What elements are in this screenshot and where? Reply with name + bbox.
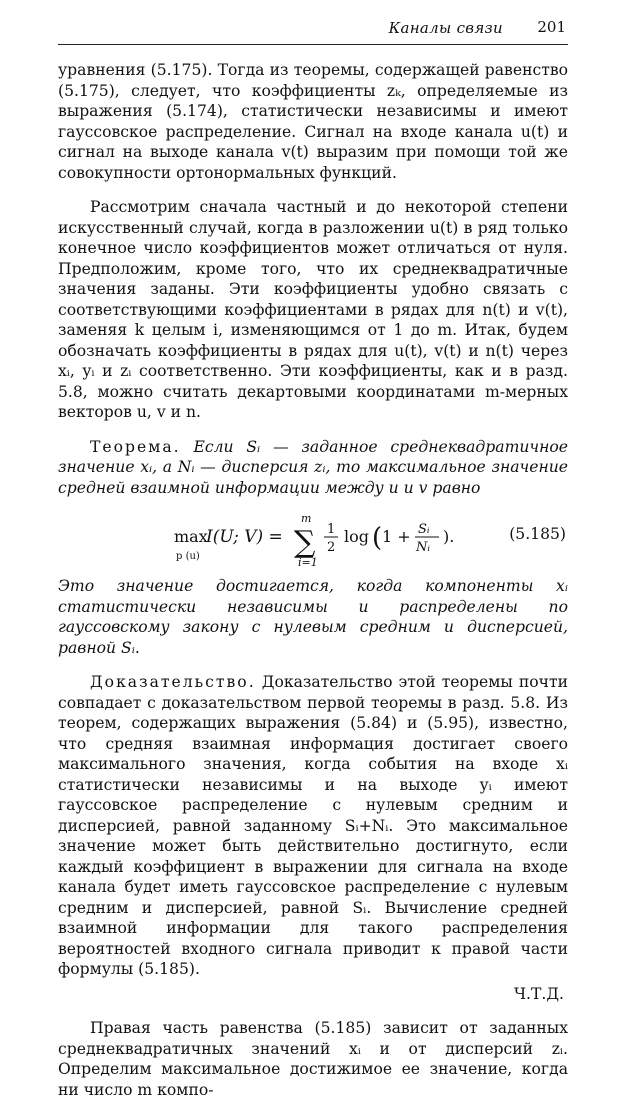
formula-graphic (58, 506, 568, 574)
running-title: Каналы связи (388, 19, 503, 37)
theorem-statement: Если Sᵢ — заданное среднеквадратичное значение xᵢ, а Nᵢ — дисперсия zᵢ, то максимальное значение средней взаимной информации между u и v равно (58, 437, 568, 497)
max-operator: max (174, 527, 208, 546)
right-paren-period: ). (443, 527, 455, 546)
theorem (58, 437, 568, 499)
paragraph-final: Правая часть равенства (5.185) зависит от заданных среднеквадратичных значений xᵢ и от дисперсий zᵢ. Определим максимальное достижимое ее значение, когда ни число m компо- (58, 1019, 568, 1099)
paragraph-special-case: Рассмотрим сначала частный и до некоторой степени искусственный случай, когда в разложении u(t) в ряд только конечное число коэффициентов может отличаться от нуля. Предположим, кроме того, что их среднеквадратичные значения заданы. Эти коэффициенты удобно связать с соответствующими коэффициентами в рядах для n(t) и v(t), заменяя k целым i, изменяющимся от 1 до m. Итак, будем обозначать коэффициенты в рядах для u(t), v(t) и n(t) через xᵢ, yᵢ и zᵢ соответственно. Эти коэффициенты, как и в разд. 5.8, можно считать декартовыми координатами m-мерных векторов u, v и n. (58, 198, 568, 421)
sum-lower-limit: i=1 (298, 556, 318, 569)
mutual-information-lhs: I(U; V) = (206, 527, 283, 547)
half-numerator: 1 (327, 522, 336, 537)
snr-denominator: Nᵢ (416, 540, 430, 555)
one-plus: 1 + (382, 527, 411, 546)
qed-mark: Ч.Т.Д. (513, 984, 564, 1003)
sum-sign: ∑ (294, 525, 316, 560)
page-body (58, 60, 568, 1100)
max-subscript: p (u) (176, 551, 200, 562)
snr-numerator: Sᵢ (418, 522, 430, 537)
equation-number: (5.185) (509, 525, 566, 543)
page-header (58, 10, 568, 45)
proof-text: Доказательство этой теоремы почти совпадает с доказательством первой теоремы в разд. 5.8. Из теорем, содержащих выражения (5.84) и (5.95), известно, что средняя взаимная информация достигает своего максимального значения, когда события на входе xᵢ статистически независимы и на выходе yᵢ имеют гауссовское распределение с нулевым средним и дисперсией, равной заданному Sᵢ+Nᵢ. Это максимальное значение может быть действительно достигнуто, если каждый коэффициент в выражении для сигнала на входе канала будет иметь гауссовское распределение с нулевым средним и дисперсией, равной Sᵢ. Вычисление средней взаимной информации для такого распределения вероятностей входного сигнала приводит к правой части формулы (5.185). (58, 673, 568, 978)
theorem-label: Теорема. (90, 437, 181, 456)
page-number: 201 (537, 18, 566, 36)
half-denominator: 2 (327, 540, 336, 555)
sum-upper-limit: m (301, 512, 312, 525)
proof-label: Доказательство. (90, 673, 256, 691)
left-paren: ( (372, 523, 383, 553)
paragraph-continuation: уравнения (5.175). Тогда из теоремы, содержащей равенство (5.175), следует, что коэффициенты zₖ, определяемые из выражения (5.174), статистически независимы и имеют гауссовское распределение. Сигнал на входе канала u(t) и сигнал на выходе канала v(t) выразим при помощи той же совокупности ортонормальных функций. (58, 61, 568, 182)
proof (58, 672, 568, 980)
log-operator: log (344, 527, 369, 546)
theorem-conclusion: Это значение достигается, когда компоненты xᵢ статистически независимы и распределены по гауссовскому закону с нулевым средним и дисперсией, равной Sᵢ. (58, 577, 568, 657)
formula-5-185 (58, 506, 568, 574)
